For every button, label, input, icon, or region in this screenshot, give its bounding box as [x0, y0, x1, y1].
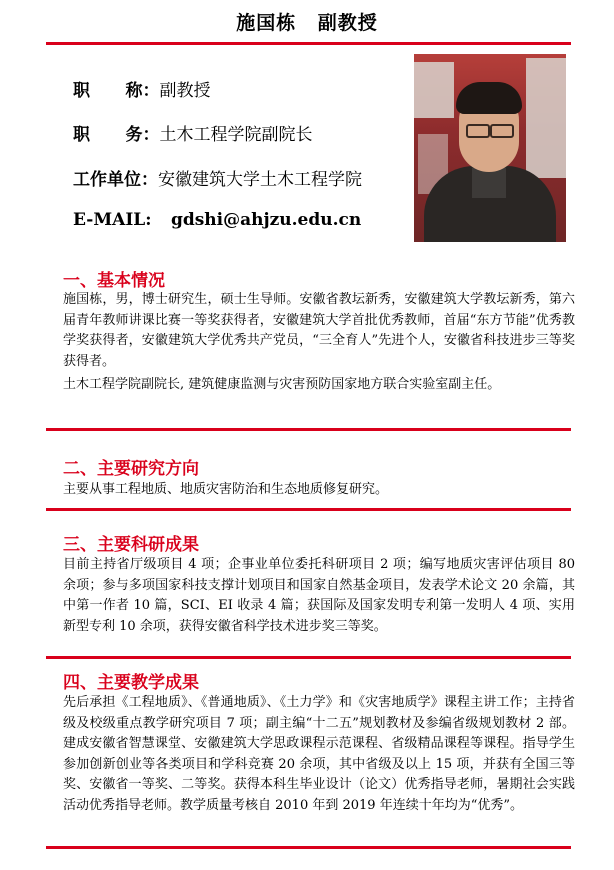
- email-value[interactable]: gdshi@ahjzu.edu.cn: [170, 210, 362, 230]
- section-heading-research: 二、主要研究方向: [63, 459, 199, 479]
- profile-row-title: [73, 76, 211, 101]
- paragraph: 先后承担《工程地质》、《普通地质》、《土力学》和《灾害地质学》课程主讲工作；主持省级及校级重点教学研究项目 7 项；副主编“十二五”规划教材及参编省级规划教材 2 部。建成安徽省智慧课堂、安徽建筑大学思政课程示范课程、省级精品课程等课程。指导学生参加创新创业等各类项目和学科竞赛 20 余项，其中省级及以上 15 项，并获有全国三等奖、安徽省一等奖、二等奖。获得本科生毕业设计（论文）优秀指导老师，暑期社会实践活动优秀指导老师。教学质量考核自 2010 年到 2019 年连续十年均为“优秀”。: [63, 695, 575, 813]
- email-label: E-MAIL:: [73, 210, 152, 230]
- section-body-basic: [63, 290, 575, 396]
- section-heading-teaching: 四、主要教学成果: [63, 673, 199, 693]
- section-body-achievements: [63, 555, 575, 637]
- profile-row-unit: [73, 165, 362, 190]
- paragraph: 施国栋，男，博士研究生，硕士生导师。安徽省教坛新秀，安徽建筑大学教坛新秀，第六届青年教师讲课比赛一等奖获得者，安徽建筑大学首批优秀教师，首届“东方节能”优秀教学奖获得者，安徽建筑大学优秀共产党员，“三全育人”先进个人，安徽省科技进步三等奖获得者。: [63, 292, 575, 369]
- profile-value: 安徽建筑大学土木工程学院: [158, 170, 362, 190]
- paragraph: 主要从事工程地质、地质灾害防治和生态地质修复研究。: [63, 482, 389, 497]
- section-body-teaching: [63, 693, 575, 817]
- section-body-research: [63, 480, 575, 501]
- profile-value: 土木工程学院副院长: [159, 125, 313, 145]
- section-divider: [46, 656, 571, 659]
- profile-label: 职 称：: [73, 81, 160, 101]
- profile-label: 工作单位：: [73, 170, 158, 190]
- section-divider: [46, 428, 571, 431]
- section-divider: [46, 846, 571, 849]
- profile-value: 副教授: [159, 81, 211, 101]
- section-heading-achievements: 三、主要科研成果: [63, 535, 199, 555]
- section-heading-basic: 一、基本情况: [63, 271, 165, 291]
- profile-label: 职 务：: [73, 125, 160, 145]
- paragraph: 土木工程学院副院长, 建筑健康监测与灾害预防国家地方联合实验室副主任。: [63, 377, 501, 393]
- section-divider: [46, 508, 571, 511]
- portrait-photo: [414, 54, 566, 242]
- page-title: 施国栋 副教授: [236, 12, 378, 34]
- profile-row-position: [73, 120, 313, 145]
- paragraph: 目前主持省厅级项目 4 项；企事业单位委托科研项目 2 项；编写地质灾害评估项目 80 余项；参与多项国家科技支撑计划项目和国家自然基金项目，发表学术论文 20 余篇，其中第一作者 10 篇，SCI、EI 收录 4 篇；获国际及国家发明专利第一发明人 4 项、实用新型专利 10 余项，获得安徽省科学技术进步奖三等奖。: [63, 557, 575, 634]
- title-divider: [46, 42, 571, 45]
- profile-row-email: [73, 210, 361, 230]
